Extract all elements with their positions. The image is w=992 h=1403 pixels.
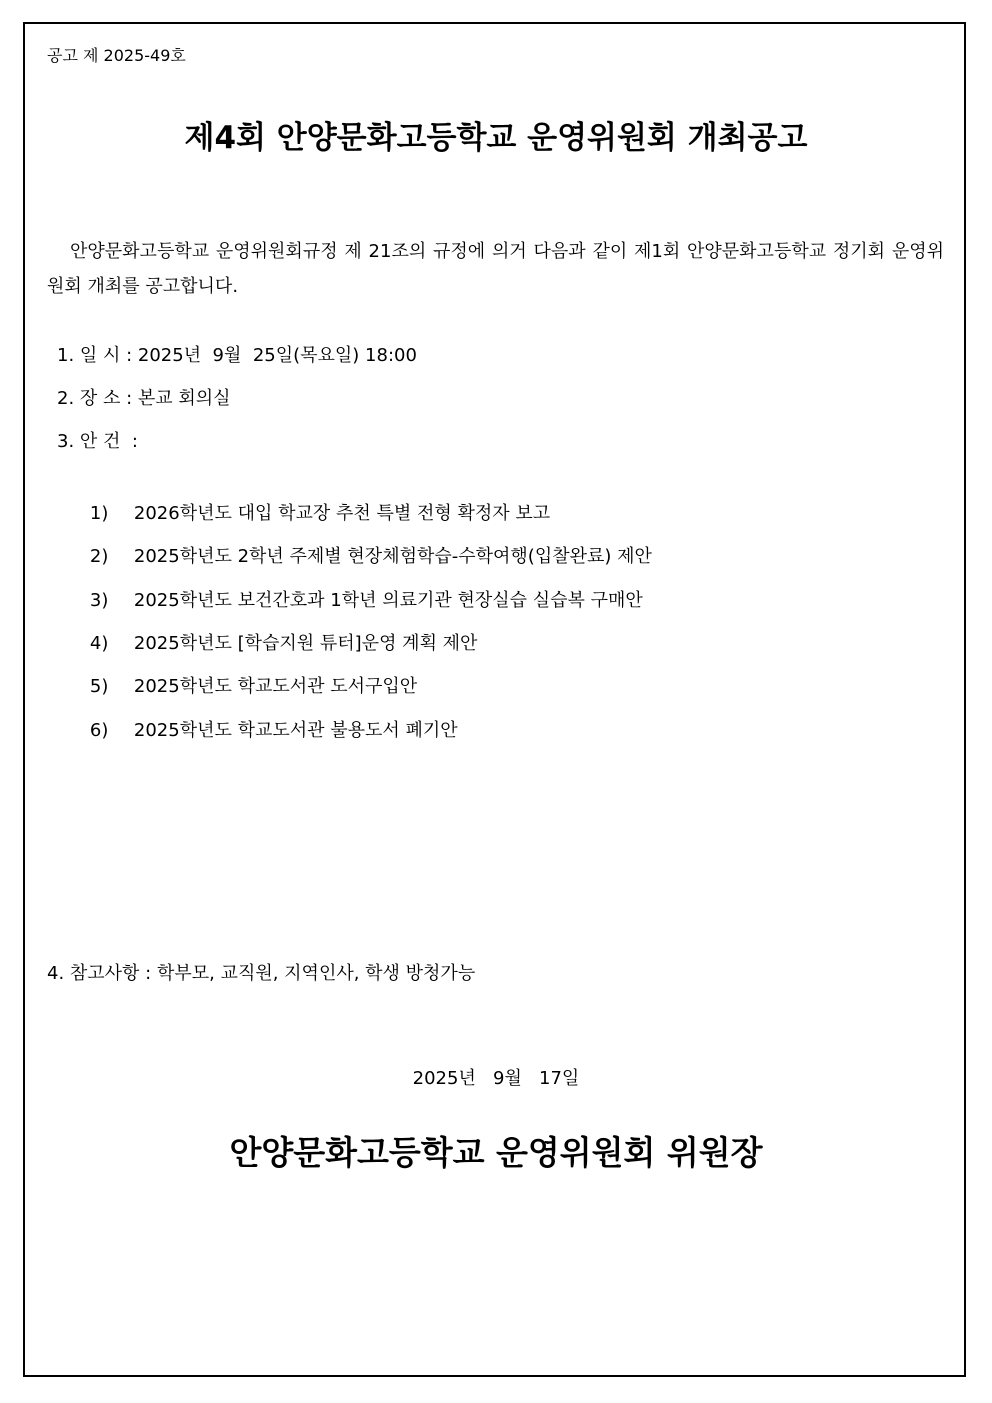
agenda-item-number: 6) — [89, 720, 109, 741]
agenda-item-text: 2025학년도 학교도서관 도서구입안 — [133, 676, 418, 697]
agenda-item-text: 2026학년도 대입 학교장 추천 특별 전형 확정자 보고 — [133, 503, 551, 524]
agenda-item-text: 2025학년도 보건간호과 1학년 의료기관 현장실습 실습복 구매안 — [133, 590, 643, 611]
agenda-item-number: 5) — [89, 676, 109, 697]
agenda-item-number: 1) — [89, 503, 109, 524]
item-agenda-heading: 3. 안 건 : — [57, 431, 138, 452]
item-schedule: 1. 일 시 : 2025년 9월 25일(목요일) 18:00 — [57, 345, 417, 366]
agenda-item-number: 4) — [89, 633, 109, 654]
document-title: 제4회 안양문화고등학교 운영위원회 개최공고 — [184, 120, 808, 156]
agenda-item-number: 2) — [89, 546, 109, 567]
reference-note: 4. 참고사항 : 학부모, 교직원, 지역인사, 학생 방청가능 — [47, 963, 476, 984]
item-location: 2. 장 소 : 본교 회의실 — [57, 388, 231, 409]
agenda-item — [67, 689, 458, 773]
agenda-item-text: 2025학년도 2학년 주제별 현장체험학습-수학여행(입찰완료) 제안 — [133, 546, 652, 567]
agenda-item-text: 2025학년도 학교도서관 불용도서 폐기안 — [133, 720, 458, 741]
intro-paragraph: 안양문화고등학교 운영위원회규정 제 21조의 규정에 의거 다음과 같이 제1회 안양문화고등학교 정기회 운영위원회 개최를 공고합니다. — [47, 241, 944, 297]
signature-line: 안양문화고등학교 운영위원회 위원장 — [229, 1133, 763, 1172]
issue-date: 2025년 9월 17일 — [412, 1068, 580, 1089]
agenda-item-number: 3) — [89, 590, 109, 611]
agenda-item-text: 2025학년도 [학습지원 튜터]운영 계획 제안 — [133, 633, 478, 654]
notice-number: 공고 제 2025-49호 — [47, 46, 186, 65]
